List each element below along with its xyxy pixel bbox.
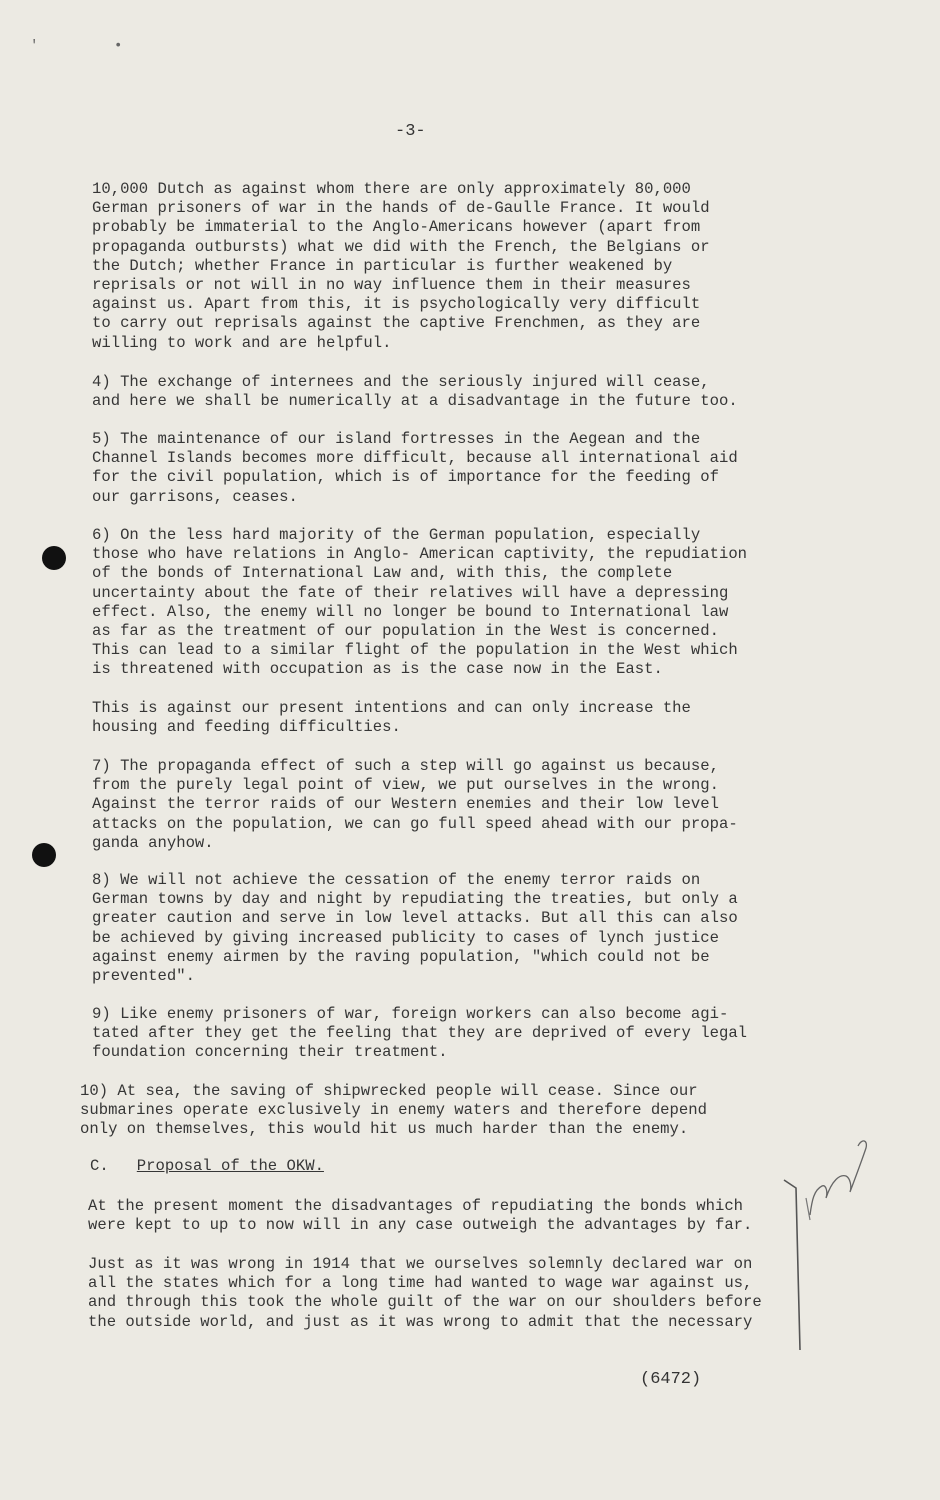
paragraph-continuation: 10,000 Dutch as against whom there are only approximately 80,000 German prisoners of war in the hands of de-Gaulle France. It would probably be immaterial to the Anglo-Americans however (apart from propaganda outbursts) what we did with the French, the Belgians or the Dutch; whether France in particular is further weakened by reprisals or not will in no way influence them in their measures against us. Apart from this, it is psychologically very difficult to carry out reprisals against the captive Frenchmen, as they are willing to work and are helpful. (92, 180, 710, 352)
section-heading-label: C. (90, 1157, 109, 1175)
section-heading-title: Proposal of the OKW. (136, 1157, 324, 1175)
page-number: -3- (395, 122, 426, 141)
punch-hole-upper (42, 546, 66, 570)
paragraph-6: 6) On the less hard majority of the German population, especially those who have relations in Anglo- American captivity, the repudiation of the bonds of International Law and, with this, the complete uncertainty about the fate of their relatives will have a depressing effect. Also, the enemy will no longer be bound to International law as far as the treatment of our population in the West is concerned. This can lead to a similar flight of the population in the West which is threatened with occupation as is the case now in the East. (92, 526, 748, 679)
paragraph-7: 7) The propaganda effect of such a step will go against us because, from the purely legal point of view, we put ourselves in the wrong. Against the terror raids of our Western enemies and their low level attacks on the population, we can go full speed ahead with our propa- ganda anyhow. (92, 757, 738, 852)
punch-hole-lower (32, 843, 56, 867)
paragraph-6-continued: This is against our present intentions and can only increase the housing and feeding difficulties. (92, 699, 691, 737)
paragraph-proposal-1: At the present moment the disadvantages of repudiating the bonds which were kept to up to now will in any case outweigh the advantages by far. (88, 1197, 753, 1235)
footer-reference: (6472) (640, 1370, 702, 1389)
stray-marks: ' • (30, 38, 123, 54)
paragraph-proposal-2: Just as it was wrong in 1914 that we ourselves solemnly declared war on all the states which for a long time had wanted to wage war against us, and through this took the whole guilt of the war on our shoulders before the outside world, and just as it was wrong to admit that the necessary (88, 1255, 762, 1331)
paragraph-9: 9) Like enemy prisoners of war, foreign workers can also become agi- tated after they get the feeling that they are deprived of every legal foundation concerning their treatment. (92, 1005, 748, 1062)
paragraph-4: 4) The exchange of internees and the seriously injured will cease, and here we shall be numerically at a disadvantage in the future too. (92, 373, 738, 411)
handwritten-annotation (770, 1120, 880, 1360)
section-heading (90, 1157, 324, 1175)
paragraph-5: 5) The maintenance of our island fortresses in the Aegean and the Channel Islands becomes more difficult, because all international aid for the civil population, which is of importance for the feeding of our garrisons, ceases. (92, 430, 738, 506)
paragraph-10: 10) At sea, the saving of shipwrecked people will cease. Since our submarines operate exclusively in enemy waters and therefore depend only on themselves, this would hit us much harder than the enemy. (80, 1082, 707, 1139)
paragraph-8: 8) We will not achieve the cessation of the enemy terror raids on German towns by day and night by repudiating the treaties, but only a greater caution and serve in low level attacks. But all this can also be achieved by giving increased publicity to cases of lynch justice against enemy airmen by the raving population, "which could not be prevented". (92, 871, 738, 986)
